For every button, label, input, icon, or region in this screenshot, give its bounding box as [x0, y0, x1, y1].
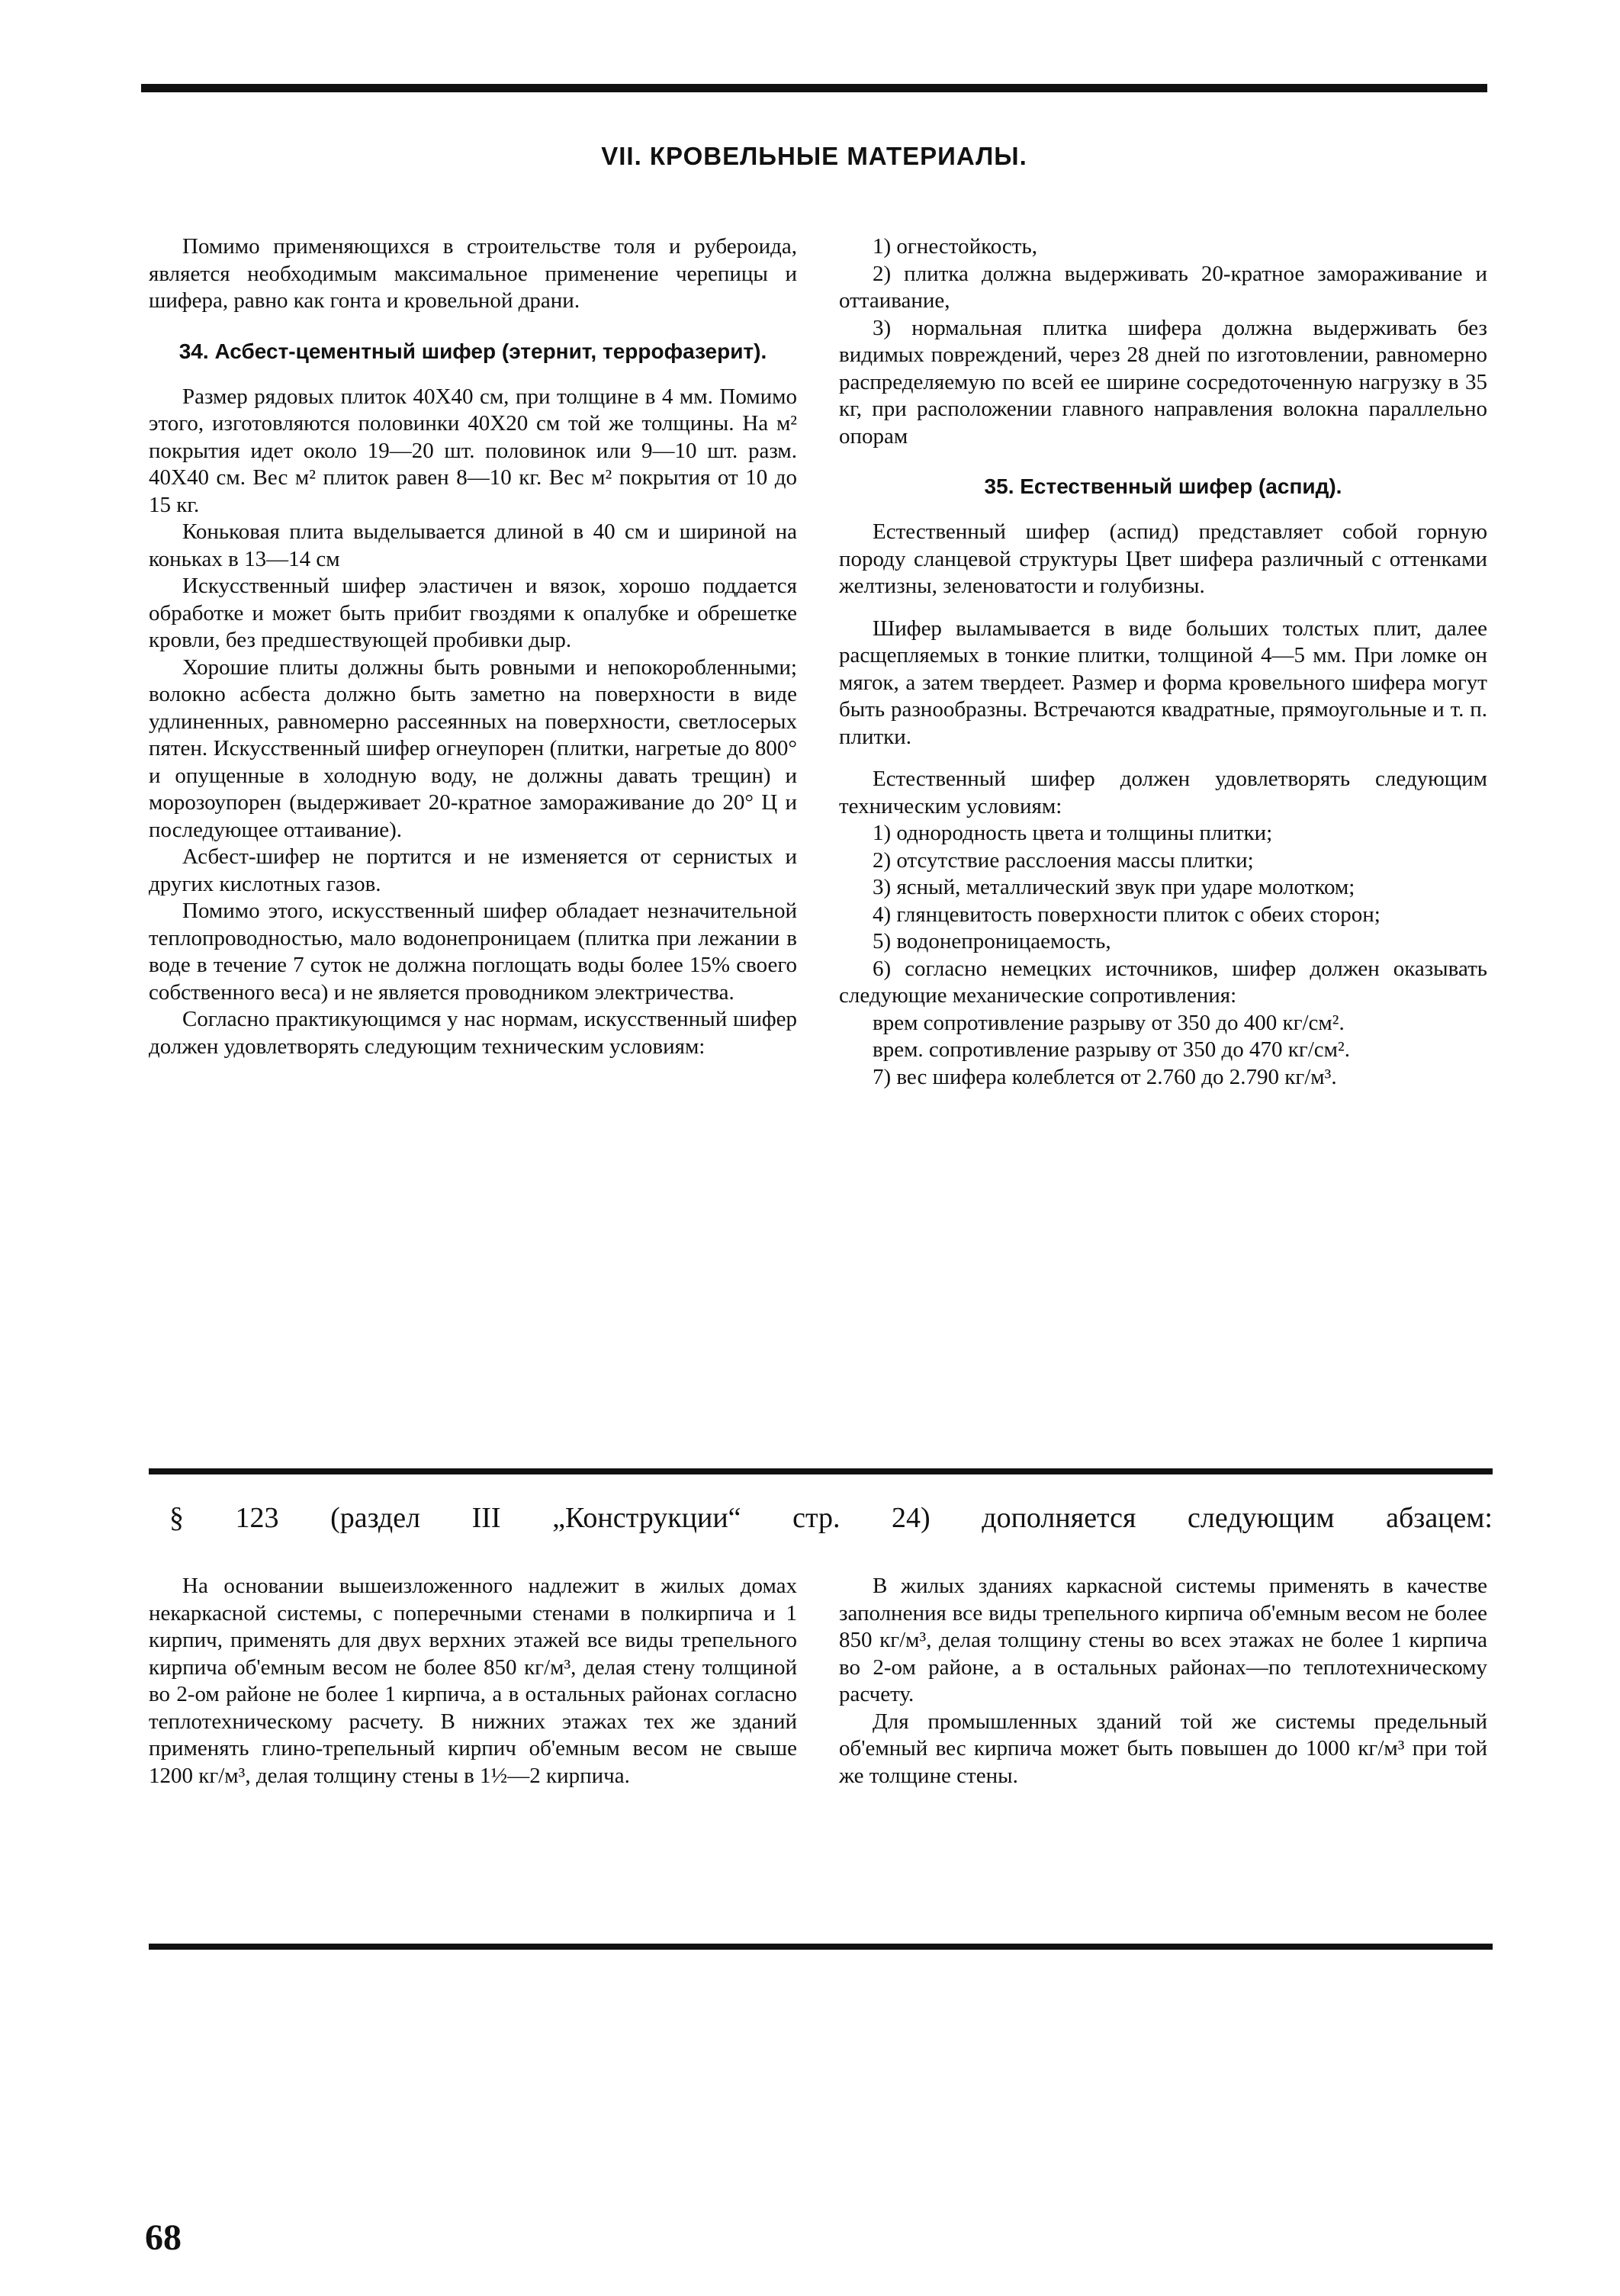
intro-paragraph: Помимо применяющихся в строительстве толя и рубероида, является необходимым максимальное применение черепицы и шифера, равно как гонта и кровельной драни.	[149, 234, 797, 313]
amendment-left-column	[149, 1573, 797, 1790]
paragraph: Коньковая плита выделывается длиной в 40 см и шириной на коньках в 13—14 см	[149, 519, 797, 571]
paragraph: Шифер выламывается в виде больших толстых плит, далее расщепляемых в тонкие плитки, толщиной 4—5 мм. При ломке он мягок, а затем твердеет. Размер и форма кровельного шифера могут быть разнообразны. Встречаются квадратные, прямоугольные и т. п. плитки.	[839, 616, 1487, 749]
paragraph: Размер рядовых плиток 40Х40 см, при толщине в 4 мм. Помимо этого, изготовляются половинки 40Х20 см той же толщины. На м² покрытия идет около 19—20 шт. половинок или 9—10 шт. разм. 40Х40 см. Вес м² плиток равен 8—10 кг. Вес м² покрытия от 10 до 15 кг.	[149, 384, 797, 517]
condition-item: 2) плитка должна выдерживать 20-кратное замораживание и оттаивание,	[839, 261, 1487, 313]
right-column	[839, 233, 1487, 1091]
condition-item: 6) согласно немецких источников, шифер должен оказывать следующие механические сопротивления:	[839, 956, 1487, 1008]
amendment-heading: § 123 (раздел III „Конструкции“ стр. 24) дополняется следующим абзацем:	[169, 1502, 1493, 1534]
condition-item: 5) водонепроницаемость,	[873, 929, 1111, 953]
condition-item: 3) нормальная плитка шифера должна выдерживать без видимых повреждений, через 28 дней по изготовлении, равномерно распределяемую по всей ее ширине сосредоточенную нагрузку в 35 кг, при расположении главного направления волокна параллельно опорам	[839, 315, 1487, 449]
page-number: 68	[145, 2217, 182, 2258]
condition-item: 1) огнестойкость,	[873, 234, 1037, 259]
paragraph: Естественный шифер должен удовлетворять следующим техническим условиям:	[839, 767, 1487, 818]
condition-item: 3) ясный, металлический звук при ударе молотком;	[873, 875, 1355, 899]
paragraph: Согласно практикующимся у нас нормам, искусственный шифер должен удовлетворять следующим техническим условиям:	[149, 1007, 797, 1059]
amendment-right-column	[839, 1573, 1487, 1790]
condition-item: 2) отсутствие расслоения массы плитки;	[873, 847, 1254, 873]
condition-item: 1) однородность цвета и толщины плитки;	[873, 821, 1273, 845]
paragraph: Естественный шифер (аспид) представляет собой горную породу сланцевой структуры Цвет шифера различный с оттенками желтизны, зеленоватости и голубизны.	[839, 519, 1487, 598]
middle-rule	[149, 1468, 1493, 1474]
condition-item: врем сопротивление разрыву от 350 до 400 кг/см².	[873, 1010, 1345, 1035]
paragraph: Хорошие плиты должны быть ровными и непокоробленными; волокно асбеста должно быть заметно на поверхности в виде удлиненных, равномерно рассеянных на поверхности, светлосерых пятен. Искусственный шифер огнеупорен (плитки, нагретые до 800° и опущенные в холодную воду, не должны давать трещин) и морозоупорен (выдерживает 20-кратное замораживание до 20° Ц и последующее оттаивание).	[149, 654, 797, 842]
top-rule	[141, 84, 1487, 92]
section-35-title: 35. Естественный шифер (аспид).	[984, 474, 1342, 498]
paragraph: Для промышленных зданий той же системы предельный об'емный вес кирпича может быть повышен до 1000 кг/м³ при той же толщине стены.	[839, 1709, 1487, 1788]
paragraph: В жилых зданиях каркасной системы применять в качестве заполнения все виды трепельного кирпича об'емным весом не более 850 кг/м³, делая толщину стены во всех этажах не более 1 кирпича во 2-ом районе, а в остальных районах—по теплотехническому расчету.	[839, 1574, 1487, 1706]
left-column	[149, 233, 797, 1060]
condition-item: врем. сопротивление разрыву от 350 до 470 кг/см².	[873, 1037, 1350, 1062]
chapter-heading: VII. КРОВЕЛЬНЫЕ МАТЕРИАЛЫ.	[601, 142, 1027, 170]
section-34-title: 34. Асбест-цементный шифер (этернит, террофазерит).	[178, 339, 767, 363]
condition-item: 4) глянцевитость поверхности плиток с обеих сторон;	[873, 902, 1381, 927]
paragraph: Искусственный шифер эластичен и вязок, хорошо поддается обработке и может быть прибит гвоздями к опалубке и обрешетке кровли, без предшествующей пробивки дыр.	[149, 574, 797, 652]
paragraph: На основании вышеизложенного надлежит в жилых домах некаркасной системы, с поперечными стенами в полкирпича и 1 кирпич, применять для двух верхних этажей все виды трепельного кирпича об'емным весом не более 850 кг/м³, делая стену толщиной во 2-ом районе не более 1 кирпича, а в остальных районах согласно теплотехническому расчету. В нижних этажах тех же зданий применять глино-трепельный кирпич об'емным весом не свыше 1200 кг/м³, делая толщину стены в 1½—2 кирпича.	[149, 1574, 797, 1788]
condition-item: 7) вес шифера колеблется от 2.760 до 2.790 кг/м³.	[873, 1064, 1337, 1089]
bottom-rule	[149, 1944, 1493, 1950]
paragraph: Асбест-шифер не портится и не изменяется от сернистых и других кислотных газов.	[149, 844, 797, 896]
paragraph: Помимо этого, искусственный шифер обладает незначительной теплопроводностью, мало водонепроницаем (плитка при лежании в воде в течение 7 суток не должна поглощать воды более 15% своего собственного веса) и не является проводником электричества.	[149, 899, 797, 1005]
